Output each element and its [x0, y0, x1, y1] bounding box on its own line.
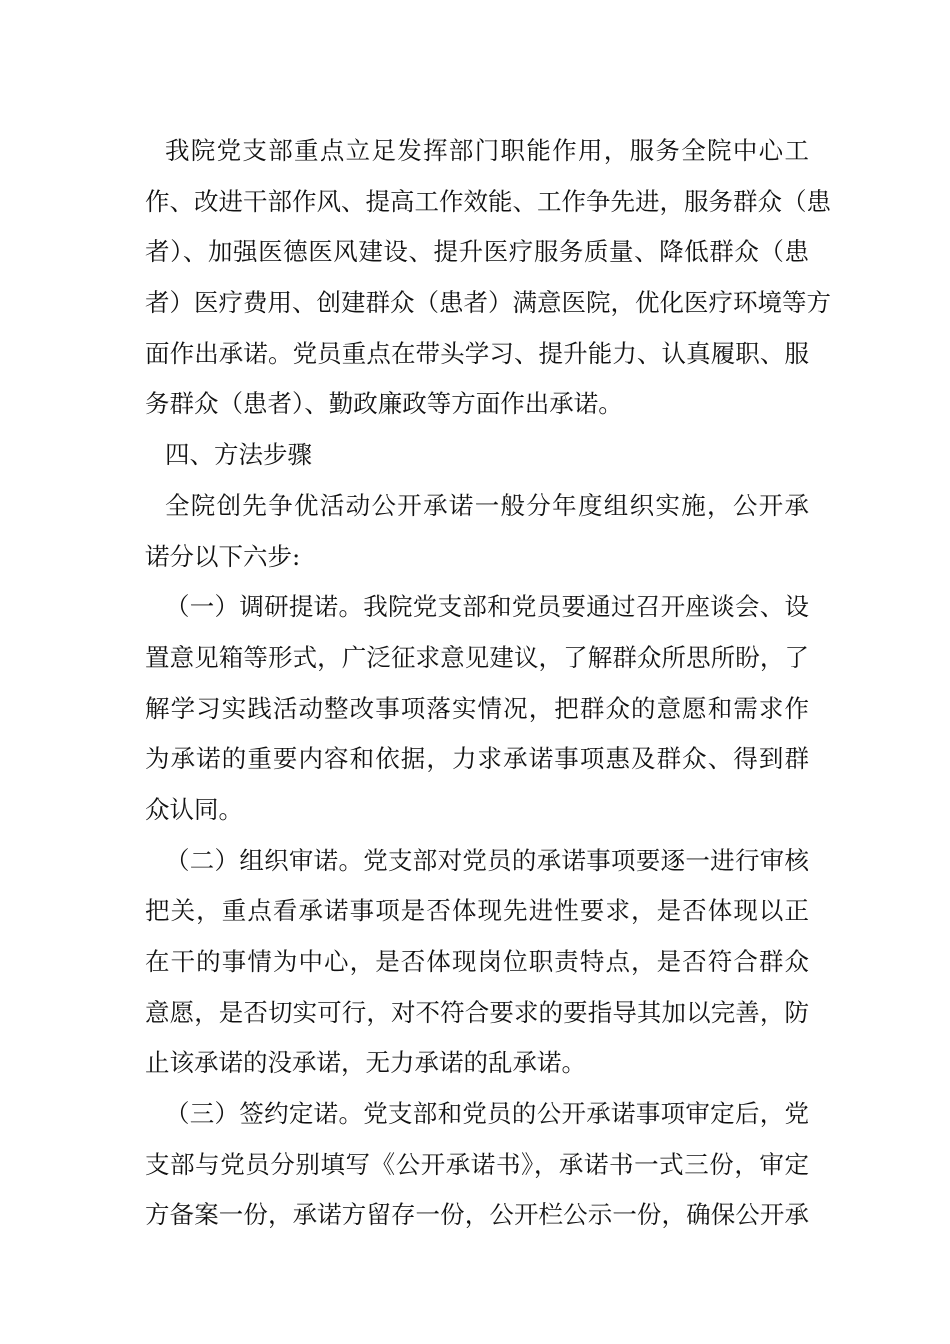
text-line: 解学习实践活动整改事项落实情况，把群众的意愿和需求作 [145, 693, 809, 723]
text-line: 全院创先争优活动公开承诺一般分年度组织实施，公开承 [165, 490, 809, 520]
text-line: 支部与党员分别填写《公开承诺书》，承诺书一式三份，审定 [145, 1149, 809, 1179]
text-line: 在干的事情为中心，是否体现岗位职责特点，是否符合群众 [145, 947, 809, 976]
text-line: 众认同。 [145, 794, 243, 824]
paragraph-step-two [145, 836, 809, 1089]
paragraph-step-three [145, 1089, 809, 1241]
document-body [145, 126, 831, 1241]
text-line: 意愿，是否切实可行，对不符合要求的要指导其加以完善，防 [145, 997, 809, 1027]
text-line: 者）医疗费用、创建群众（患者）满意医院，优化医疗环境等方 [145, 288, 831, 318]
text-line: （二）组织审诺。党支部对党员的承诺事项要逐一进行审核 [165, 845, 809, 875]
text-line: 面作出承诺。党员重点在带头学习、提升能力、认真履职、服 [145, 338, 809, 368]
text-line: 方备案一份，承诺方留存一份，公开栏公示一份，确保公开承 [145, 1200, 809, 1230]
paragraph-six-steps-intro [145, 481, 809, 582]
text-line: 置意见箱等形式，广泛征求意见建议，了解群众所思所盼，了 [145, 642, 809, 672]
text-line: 作、改进干部作风、提高工作效能、工作争先进，服务群众（患 [145, 186, 831, 216]
paragraph-commitment-scope [145, 126, 831, 430]
text-line: 者）、加强医德医风建设、提升医疗服务质量、降低群众（患 [145, 237, 809, 267]
paragraph-step-one [145, 582, 809, 835]
text-line: 为承诺的重要内容和依据，力求承诺事项惠及群众、得到群 [145, 744, 809, 774]
section-heading: 四、方法步骤 [165, 440, 312, 470]
text-line: 务群众（患者）、勤政廉政等方面作出承诺。 [145, 389, 623, 419]
text-line: 止该承诺的没承诺，无力承诺的乱承诺。 [145, 1048, 586, 1078]
text-line: （三）签约定诺。党支部和党员的公开承诺事项审定后，党 [165, 1099, 809, 1129]
section-heading-methods [145, 430, 809, 481]
text-line: （一）调研提诺。我院党支部和党员要通过召开座谈会、设 [165, 592, 809, 622]
text-line: 诺分以下六步: [145, 541, 301, 571]
text-line: 把关，重点看承诺事项是否体现先进性要求，是否体现以正 [145, 896, 809, 926]
text-line: 我院党支部重点立足发挥部门职能作用，服务全院中心工 [165, 136, 809, 165]
